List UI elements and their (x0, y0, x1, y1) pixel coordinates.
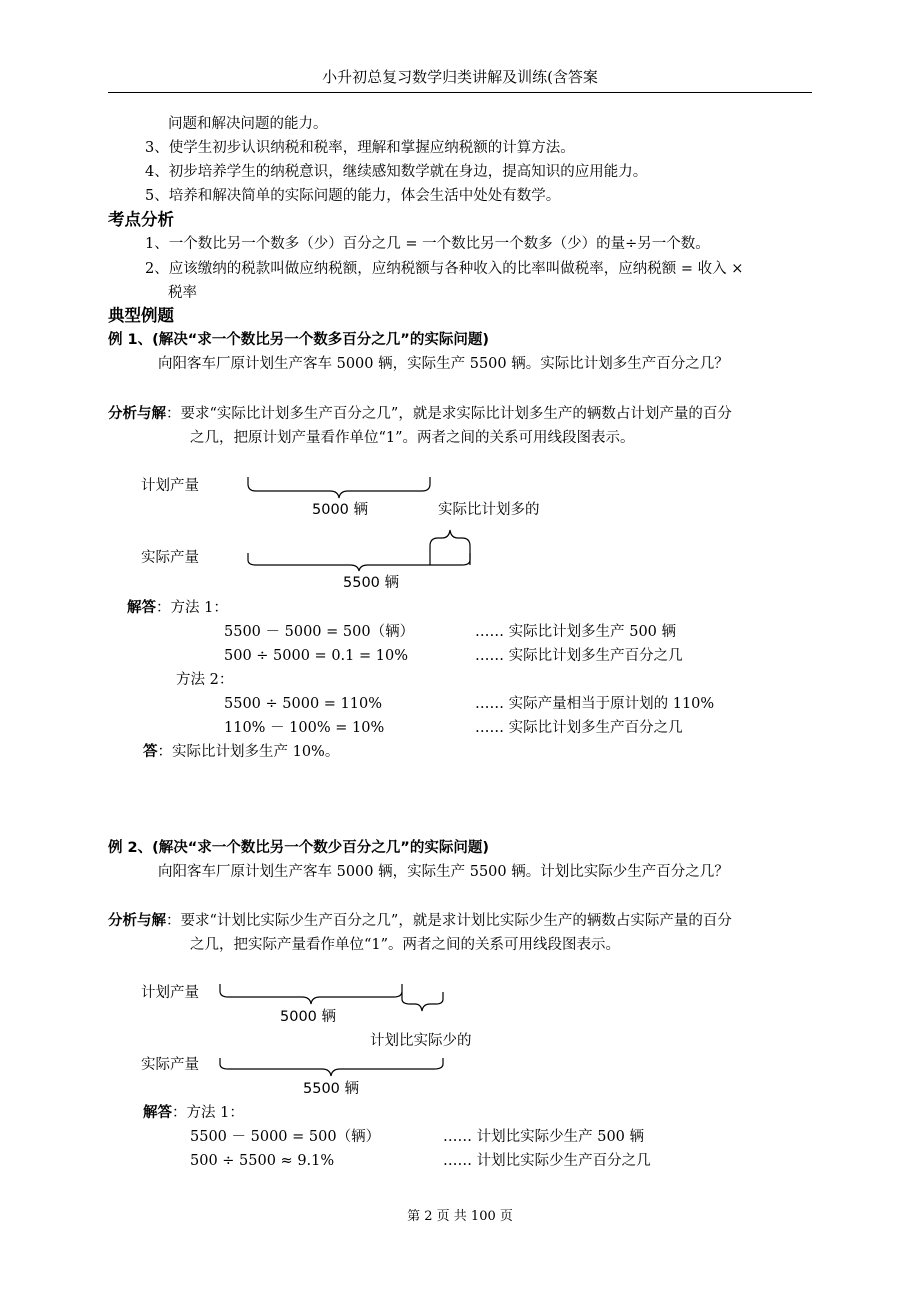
brace-actual (220, 1058, 443, 1076)
diagram-2-plan-value: 5000 辆 (280, 1009, 337, 1025)
diagram-1-extra-label: 实际比计划多的 (438, 502, 540, 518)
answer-label: 解答 (127, 600, 156, 616)
ex2-m1-note-1: …… 计划比实际少生产 500 辆 (443, 1129, 645, 1145)
brace-plan (220, 984, 402, 1004)
method-1-label: ：方法 1： (172, 1105, 244, 1121)
example-2-problem: 向阳客车厂原计划生产客车 5000 辆，实际生产 5500 辆。计划比实际少生产百分之几？ (158, 864, 729, 880)
ex1-m2-note-2: …… 实际比计划多生产百分之几 (475, 720, 683, 736)
example-1-method-2: 方法 2： (176, 672, 234, 688)
ex1-m2-expr-1: 5500 ÷ 5000 = 110% (224, 696, 382, 712)
analysis-item-1: 1、一个数比另一个数多（少）百分之几 = 一个数比另一个数多（少）的量÷另一个数。 (145, 236, 710, 252)
page-header-title: 小升初总复习数学归类讲解及训练(含答案 (322, 68, 598, 86)
objective-item-5: 5、培养和解决简单的实际问题的能力，体会生活中处处有数学。 (145, 188, 561, 204)
ex1-m1-expr-2: 500 ÷ 5000 = 0.1 = 10% (224, 648, 408, 664)
analysis-text: ：要求“计划比实际少生产百分之几”，就是求计划比实际少生产的辆数占实际产量的百分 (166, 913, 732, 929)
example-2-analysis-cont: 之几，把实际产量看作单位“1”。两者之间的关系可用线段图表示。 (190, 937, 621, 953)
ex1-m1-note-2: …… 实际比计划多生产百分之几 (475, 648, 683, 664)
diagram-2-actual-value: 5500 辆 (303, 1081, 360, 1097)
objective-item-4: 4、初步培养学生的纳税意识，继续感知数学就在身边，提高知识的应用能力。 (145, 164, 648, 180)
ex2-m1-expr-1: 5500 － 5000 = 500（辆） (190, 1129, 381, 1145)
diagram-1-plan-value: 5000 辆 (312, 502, 369, 518)
analysis-item-2: 2、应该缴纳的税款叫做应纳税额，应纳税额与各种收入的比率叫做税率，应纳税额 = 收入 × (145, 261, 744, 277)
ex1-m2-note-1: …… 实际产量相当于原计划的 110% (475, 696, 715, 712)
ex1-m1-expr-1: 5500 － 5000 = 500（辆） (224, 624, 415, 640)
diagram-1-actual-value: 5500 辆 (343, 575, 400, 591)
method-1-label: ：方法 1： (156, 600, 228, 616)
objective-continuation: 问题和解决问题的能力。 (168, 116, 328, 132)
analysis-label: 分析与解 (108, 406, 166, 422)
example-2-answer-method-1 (143, 1103, 244, 1123)
section-heading-examples: 典型例题 (108, 306, 174, 325)
analysis-item-2-cont: 税率 (168, 285, 197, 301)
example-2-title: 例 2、(解决“求一个数比另一个数少百分之几”的实际问题) (108, 840, 489, 856)
example-1-title: 例 1、(解决“求一个数比另一个数多百分之几”的实际问题) (108, 332, 489, 348)
example-1-problem: 向阳客车厂原计划生产客车 5000 辆，实际生产 5500 辆。实际比计划多生产百分之几？ (158, 356, 729, 372)
objective-item-3: 3、使学生初步认识纳税和税率，理解和掌握应纳税额的计算方法。 (145, 140, 575, 156)
section-heading-analysis: 考点分析 (108, 210, 174, 229)
diagram-2-actual-label: 实际产量 (141, 1057, 199, 1073)
diagram-2-less-label: 计划比实际少的 (370, 1033, 472, 1049)
ex2-m1-expr-2: 500 ÷ 5500 ≈ 9.1% (190, 1153, 335, 1169)
ex2-m1-note-2: …… 计划比实际少生产百分之几 (443, 1153, 651, 1169)
analysis-text: ：要求“实际比计划多生产百分之几”，就是求实际比计划多生产的辆数占计划产量的百分 (166, 406, 732, 422)
conclusion-label: 答 (143, 744, 158, 760)
page-footer: 第 2 页 共 100 页 (407, 1209, 513, 1224)
diagram-1-actual-label: 实际产量 (141, 550, 199, 566)
conclusion-text: ：实际比计划多生产 10%。 (157, 744, 340, 760)
answer-label: 解答 (143, 1105, 172, 1121)
brace-less (402, 992, 443, 1011)
diagram-2-plan-label: 计划产量 (141, 985, 199, 1001)
example-1-analysis-cont: 之几，把原计划产量看作单位“1”。两者之间的关系可用线段图表示。 (190, 430, 635, 446)
analysis-label: 分析与解 (108, 913, 166, 929)
ex1-m2-expr-2: 110% － 100% = 10% (224, 720, 385, 736)
diagram-1-plan-label: 计划产量 (141, 478, 199, 494)
ex1-m1-note-1: …… 实际比计划多生产 500 辆 (475, 624, 677, 640)
